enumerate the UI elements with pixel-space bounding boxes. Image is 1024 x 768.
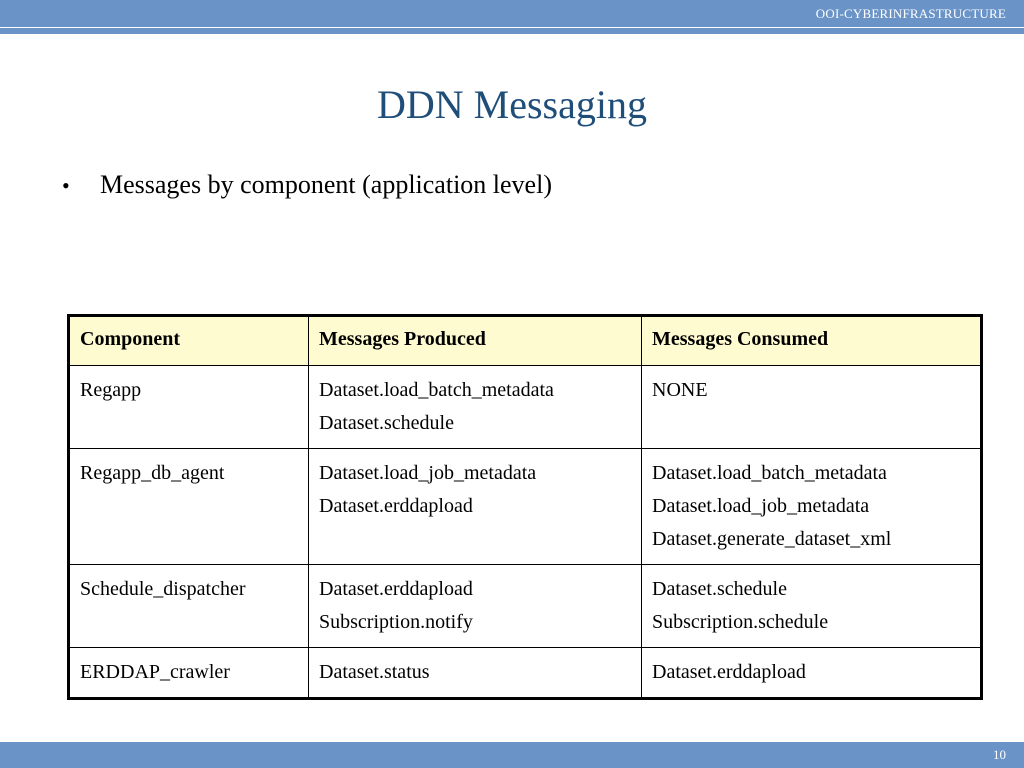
bullet-text: Messages by component (application level) <box>100 170 552 199</box>
table-header-row <box>69 316 982 366</box>
header-label: OOI-CYBERINFRASTRUCTURE <box>815 6 1006 21</box>
top-divider <box>0 28 1024 34</box>
message-name: Dataset.load_job_metadata <box>652 495 870 517</box>
message-name: Dataset.erddapload <box>319 495 473 517</box>
slide-title: DDN Messaging <box>377 82 647 127</box>
header-messages-consumed: Messages Consumed <box>642 316 982 366</box>
footer-banner <box>0 742 1024 768</box>
table-row <box>69 366 982 449</box>
message-name: Dataset.erddapload <box>319 578 473 600</box>
message-name: Subscription.schedule <box>652 611 829 633</box>
header-component: Component <box>69 316 309 366</box>
table-row <box>69 449 982 565</box>
component-cell: ERDDAP_crawler <box>69 648 309 699</box>
message-name: Dataset.generate_dataset_xml <box>652 528 892 550</box>
component-cell: Regapp_db_agent <box>69 449 309 565</box>
header-messages-produced: Messages Produced <box>309 316 642 366</box>
message-name: Dataset.load_job_metadata <box>319 462 537 484</box>
table-row <box>69 565 982 648</box>
consumed-cell <box>642 648 982 699</box>
message-name: Dataset.erddapload <box>652 661 806 683</box>
consumed-cell <box>642 449 982 565</box>
message-name: Dataset.schedule <box>652 578 787 600</box>
messages-table <box>67 314 983 700</box>
page-number: 10 <box>993 747 1006 762</box>
message-name: Dataset.schedule <box>319 412 454 434</box>
bullet-dot-icon: • <box>62 173 70 198</box>
produced-cell <box>309 565 642 648</box>
component-cell: Schedule_dispatcher <box>69 565 309 648</box>
message-name: Dataset.status <box>319 661 430 683</box>
bullet-item <box>62 170 552 200</box>
consumed-cell <box>642 366 982 449</box>
message-name: Dataset.load_batch_metadata <box>652 462 887 484</box>
message-name: Dataset.load_batch_metadata <box>319 379 554 401</box>
message-name: NONE <box>652 379 708 401</box>
produced-cell <box>309 366 642 449</box>
component-cell: Regapp <box>69 366 309 449</box>
table-row <box>69 648 982 699</box>
produced-cell <box>309 449 642 565</box>
message-name: Subscription.notify <box>319 611 473 633</box>
produced-cell <box>309 648 642 699</box>
consumed-cell <box>642 565 982 648</box>
